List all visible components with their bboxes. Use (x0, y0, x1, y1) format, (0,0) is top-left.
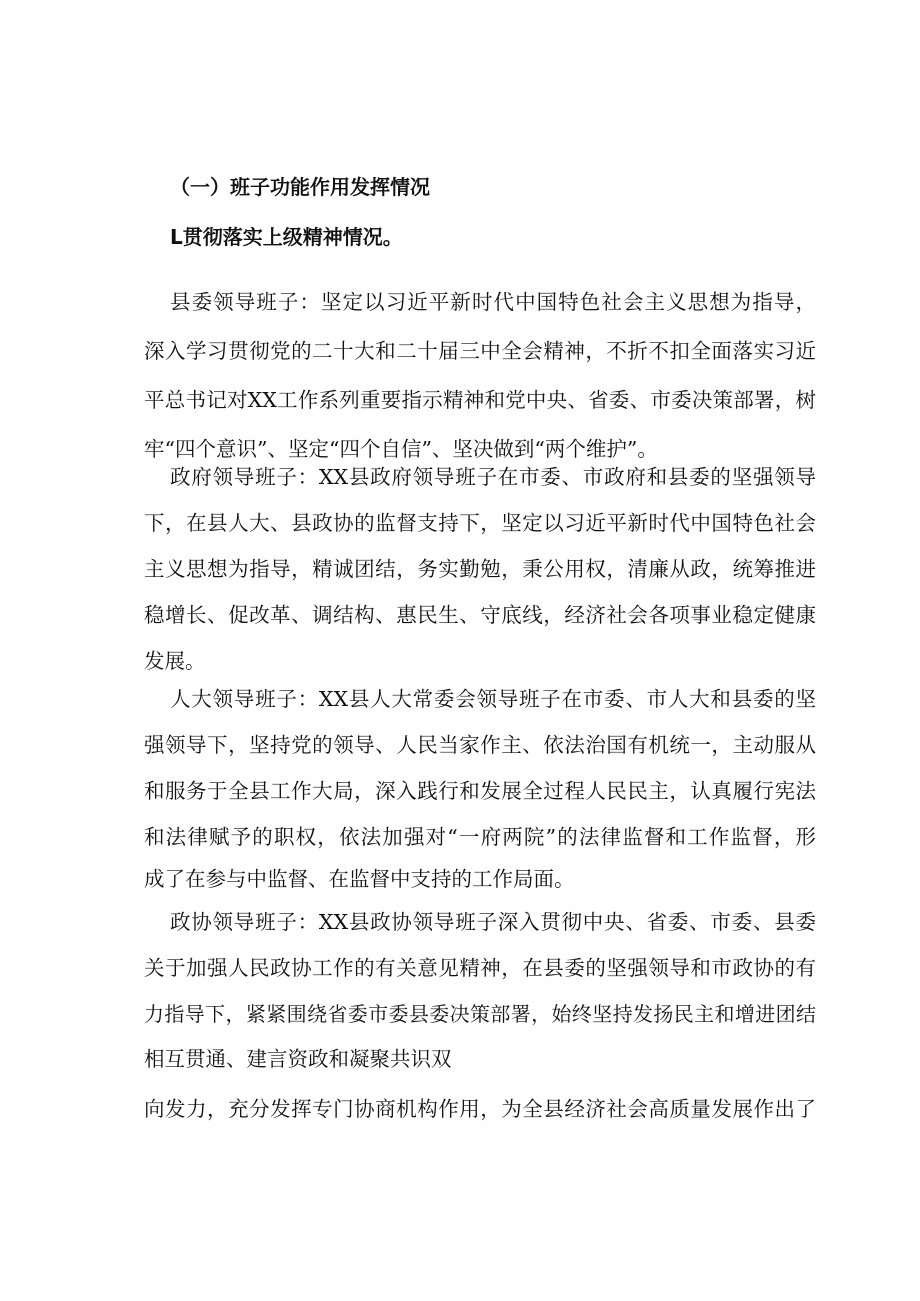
sub-heading: L贯彻落实上级精神情况。 (170, 225, 403, 249)
paragraph-line: 下，在县人大、县政协的监督支持下，坚定以习近平新时代中国特色社会 (144, 511, 816, 535)
paragraph-line: 力指导下，紧紧围绕省委市委县委决策部署，始终坚持发扬民主和增进团结 (144, 1002, 816, 1026)
paragraph-line: 关于加强人民政协工作的有关意见精神，在县委的坚强领导和市政协的有 (144, 956, 816, 980)
paragraph-line: 平总书记对XX工作系列重要指示精神和党中央、省委、市委决策部署，树 (144, 388, 816, 412)
paragraph-line: 政府领导班子：XX县政府领导班子在市委、市政府和县委的坚强领导 (170, 465, 816, 489)
paragraph-line: 和法律赋予的职权，依法加强对“一府两院”的法律监督和工作监督，形 (144, 825, 816, 849)
paragraph-line: 和服务于全县工作大局，深入践行和发展全过程人民民主，认真履行宪法 (144, 779, 816, 803)
paragraph-line: 县委领导班子：坚定以习近平新时代中国特色社会主义思想为指导， (170, 290, 816, 314)
paragraph-line: 强领导下，坚持党的领导、人民当家作主、依法治国有机统一，主动服从 (144, 733, 816, 757)
paragraph-line: 人大领导班子：XX县人大常委会领导班子在市委、市人大和县委的坚 (170, 687, 816, 711)
paragraph-line: 相互贯通、建言资政和凝聚共识双 (144, 1047, 452, 1071)
paragraph-line: 牢“四个意识”、坚定“四个自信”、坚决做到“两个维护”。 (144, 437, 658, 461)
paragraph-line: 深入学习贯彻党的二十大和二十届三中全会精神，不折不扣全面落实习近 (144, 339, 816, 363)
paragraph-line: 稳增长、促改革、调结构、惠民生、守底线，经济社会各项事业稳定健康 (144, 603, 816, 627)
paragraph-line: 向发力，充分发挥专门协商机构作用，为全县经济社会高质量发展作出了 (144, 1097, 816, 1121)
paragraph-line: 发展。 (144, 649, 206, 673)
paragraph-line: 成了在参与中监督、在监督中支持的工作局面。 (144, 867, 575, 891)
paragraph-line: 主义思想为指导，精诚团结，务实勤勉，秉公用权，清廉从政，统筹推进 (144, 557, 816, 581)
section-heading: （一）班子功能作用发挥情况 (170, 175, 430, 199)
paragraph-line: 政协领导班子：XX县政协领导班子深入贯彻中央、省委、市委、县委 (170, 910, 816, 934)
